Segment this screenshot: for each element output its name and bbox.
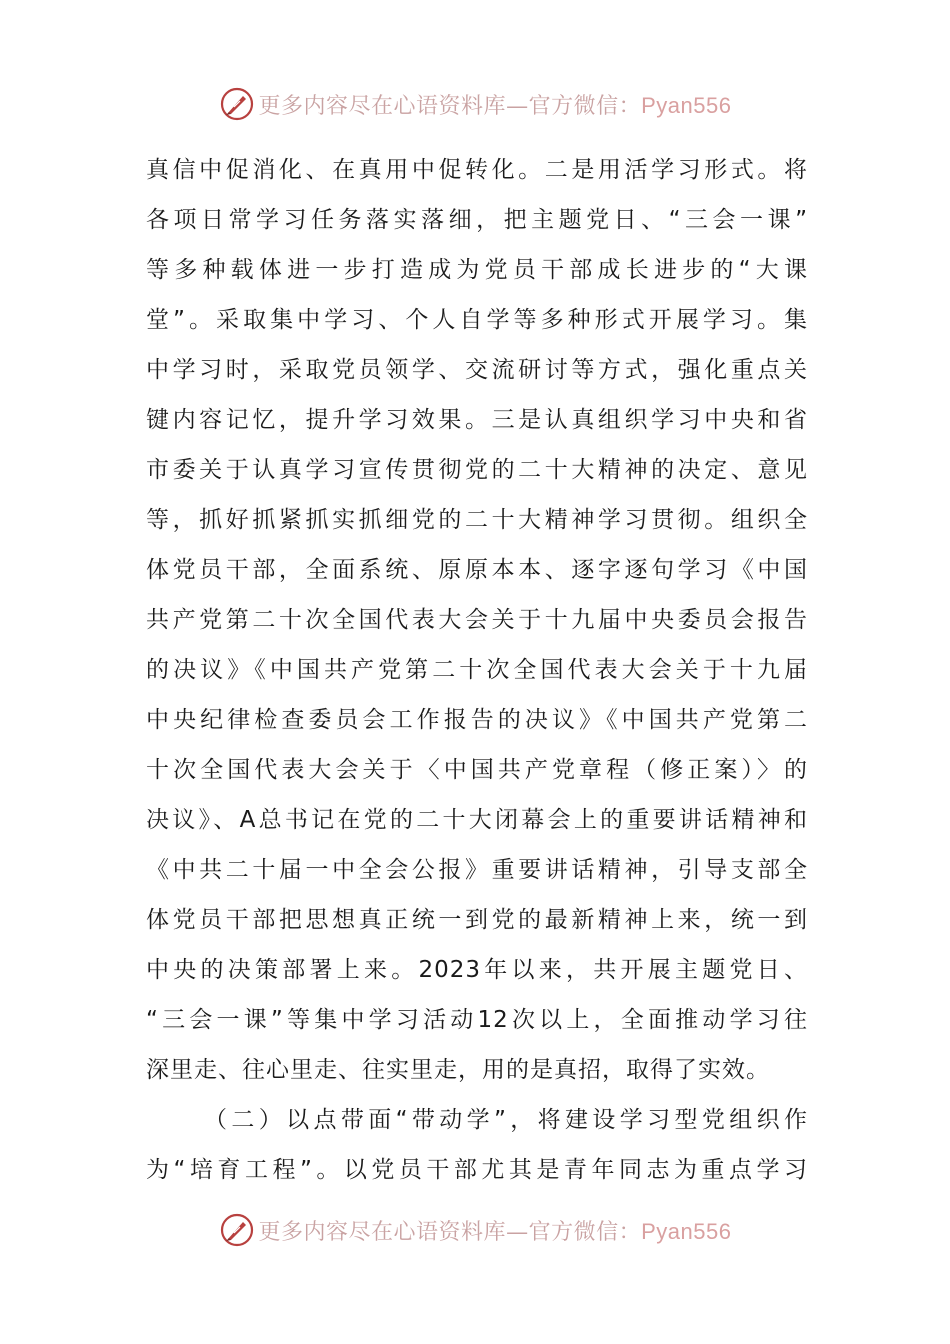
body-line: 共产党第二十次全国代表大会关于十九届中央委员会报告 (146, 607, 808, 633)
footer-banner-wechat-id: Pyan556 (641, 1218, 732, 1244)
body-line: 体党员干部把思想真正统一到党的最新精神上来，统一到 (146, 907, 808, 933)
body-line: 各项日常学习任务落实落细，把主题党日、“三会一课” (146, 207, 808, 233)
body-line: 中央纪律检查委员会工作报告的决议》《中国共产党第二 (146, 707, 808, 733)
footer-banner-sep: — (506, 1219, 529, 1245)
body-line-paragraph-start: （二）以点带面“带动学”，将建设学习型党组织作 (204, 1107, 808, 1133)
body-line: 《中共二十届一中全会公报》重要讲话精神，引导支部全 (146, 857, 808, 883)
body-line: 堂”。采取集中学习、个人自学等多种形式开展学习。集 (146, 307, 808, 333)
body-line: 键内容记忆，提升学习效果。三是认真组织学习中央和省 (146, 407, 808, 433)
footer-banner-main: 更多内容尽在心语资料库 (258, 1219, 507, 1245)
body-line: 决议》、A总书记在党的二十大闭幕会上的重要讲话精神和 (146, 807, 808, 833)
body-line: 市委关于认真学习宣传贯彻党的二十大精神的决定、意见 (146, 457, 808, 483)
body-line: 等，抓好抓紧抓实抓细党的二十大精神学习贯彻。组织全 (146, 507, 808, 533)
body-line: 真信中促消化、在真用中促转化。二是用活学习形式。将 (146, 157, 808, 183)
header-banner-main: 更多内容尽在心语资料库 (258, 93, 507, 119)
body-line: 的决议》《中国共产党第二十次全国代表大会关于十九届 (146, 657, 808, 683)
body-line: 体党员干部，全面系统、原原本本、逐字逐句学习《中国 (146, 557, 808, 583)
quill-pen-logo-icon (219, 1212, 255, 1248)
document-body (146, 145, 808, 1195)
header-banner-wechat-label: 官方微信： (528, 93, 642, 119)
footer-banner-text (259, 1215, 732, 1246)
body-line: 十次全国代表大会关于〈中国共产党章程（修正案）〉的 (146, 757, 808, 783)
header-banner-sep: — (506, 93, 529, 119)
header-watermark-banner (0, 84, 950, 124)
body-line: 深里走、往心里走、往实里走，用的是真招，取得了实效。 (146, 1057, 770, 1083)
body-line: 为“培育工程”。以党员干部尤其是青年同志为重点学习 (146, 1157, 808, 1183)
header-banner-wechat-id: Pyan556 (641, 92, 732, 118)
body-line: 中央的决策部署上来。2023年以来，共开展主题党日、 (146, 957, 808, 983)
footer-banner-wechat-label: 官方微信： (528, 1219, 642, 1245)
footer-watermark-banner (0, 1210, 950, 1250)
header-banner-text (259, 89, 732, 120)
body-line: 等多种载体进一步打造成为党员干部成长进步的“大课 (146, 257, 808, 283)
body-line: 中学习时，采取党员领学、交流研讨等方式，强化重点关 (146, 357, 808, 383)
body-line: “三会一课”等集中学习活动12次以上，全面推动学习往 (146, 1007, 808, 1033)
quill-pen-logo-icon (219, 86, 255, 122)
